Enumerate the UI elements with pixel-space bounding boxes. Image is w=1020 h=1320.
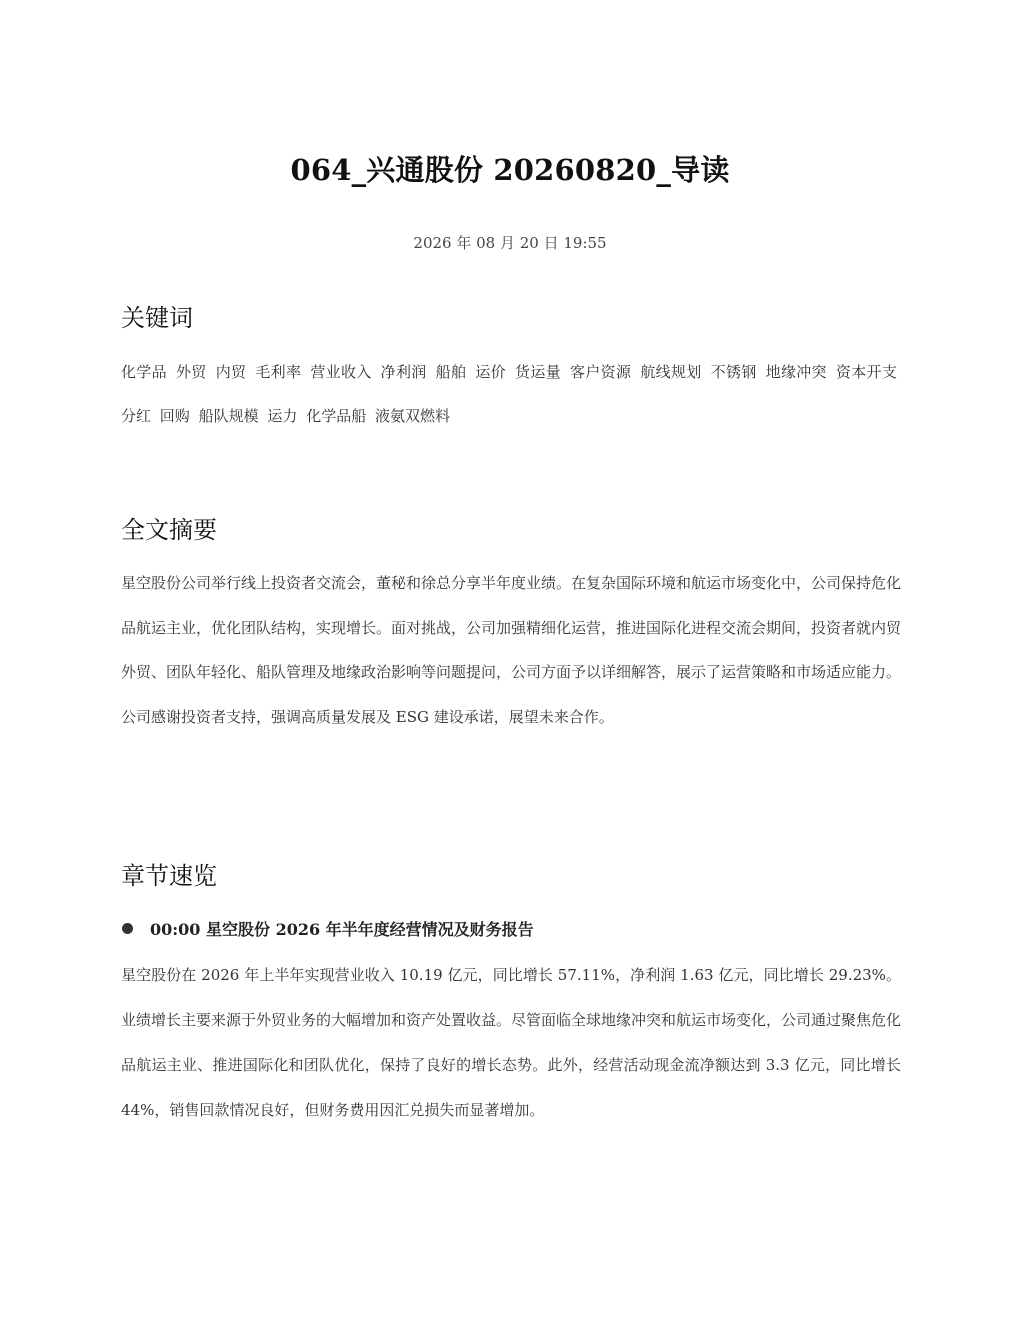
chapters-heading: 章节速览 bbox=[121, 862, 217, 890]
document-date: 2026 年 08 月 20 日 19:55 bbox=[413, 234, 607, 252]
keyword-item: 地缘冲突 bbox=[765, 363, 827, 381]
keyword-item: 化学品船 bbox=[306, 407, 367, 425]
keyword-item: 回购 bbox=[159, 407, 190, 425]
keyword-item: 毛利率 bbox=[255, 363, 302, 381]
document-title: 064_兴通股份 20260820_导读 bbox=[290, 153, 730, 187]
keyword-item: 船队规模 bbox=[198, 407, 259, 425]
keyword-item: 不锈钢 bbox=[710, 363, 757, 381]
bullet-icon bbox=[122, 923, 133, 934]
keyword-item: 运价 bbox=[475, 363, 506, 381]
keyword-item: 化学品 bbox=[121, 363, 167, 381]
keyword-item: 液氨双燃料 bbox=[374, 407, 450, 425]
keywords-heading: 关键词 bbox=[121, 304, 193, 332]
keyword-item: 资本开支 bbox=[835, 363, 897, 381]
keyword-item: 分红 bbox=[121, 407, 152, 425]
chapter-title: 00:00 星空股份 2026 年半年度经营情况及财务报告 bbox=[150, 920, 534, 939]
chapter-item bbox=[121, 915, 901, 945]
keyword-item: 营业收入 bbox=[310, 363, 372, 381]
keywords-list bbox=[121, 350, 901, 438]
keyword-item: 航线规划 bbox=[640, 363, 702, 381]
keyword-item: 船舶 bbox=[435, 363, 467, 381]
keyword-item: 货运量 bbox=[515, 363, 561, 381]
keyword-item: 客户资源 bbox=[570, 363, 632, 381]
keyword-item: 内贸 bbox=[215, 363, 247, 381]
chapter-body: 星空股份在 2026 年上半年实现营业收入 10.19 亿元，同比增长 57.11%，净利润 1.63 亿元，同比增长 29.23%。业绩增长主要来源于外贸业务的大幅增加和资产处置收益。尽管面临全球地缘冲突和航运市场变化，公司通过聚焦危化品航运主业、推进国际化和团队优化，保持了良好的增长态势。此外，经营活动现金流净额达到 3.3 亿元，同比增长 44%，销售回款情况良好，但财务费用因汇兑损失而显著增加。 bbox=[121, 966, 902, 1119]
keyword-item: 净利润 bbox=[380, 363, 427, 381]
keyword-item: 外贸 bbox=[176, 363, 207, 381]
keyword-item: 运力 bbox=[267, 407, 298, 425]
summary-heading: 全文摘要 bbox=[121, 516, 217, 544]
summary-text: 星空股份公司举行线上投资者交流会，董秘和徐总分享半年度业绩。在复杂国际环境和航运市场变化中，公司保持危化品航运主业，优化团队结构，实现增长。面对挑战，公司加强精细化运营，推进国际化进程交流会期间，投资者就内贸外贸、团队年轻化、船队管理及地缘政治影响等问题提问，公司方面予以详细解答，展示了运营策略和市场适应能力。公司感谢投资者支持，强调高质量发展及 ESG 建设承诺，展望未来合作。 bbox=[121, 574, 902, 726]
